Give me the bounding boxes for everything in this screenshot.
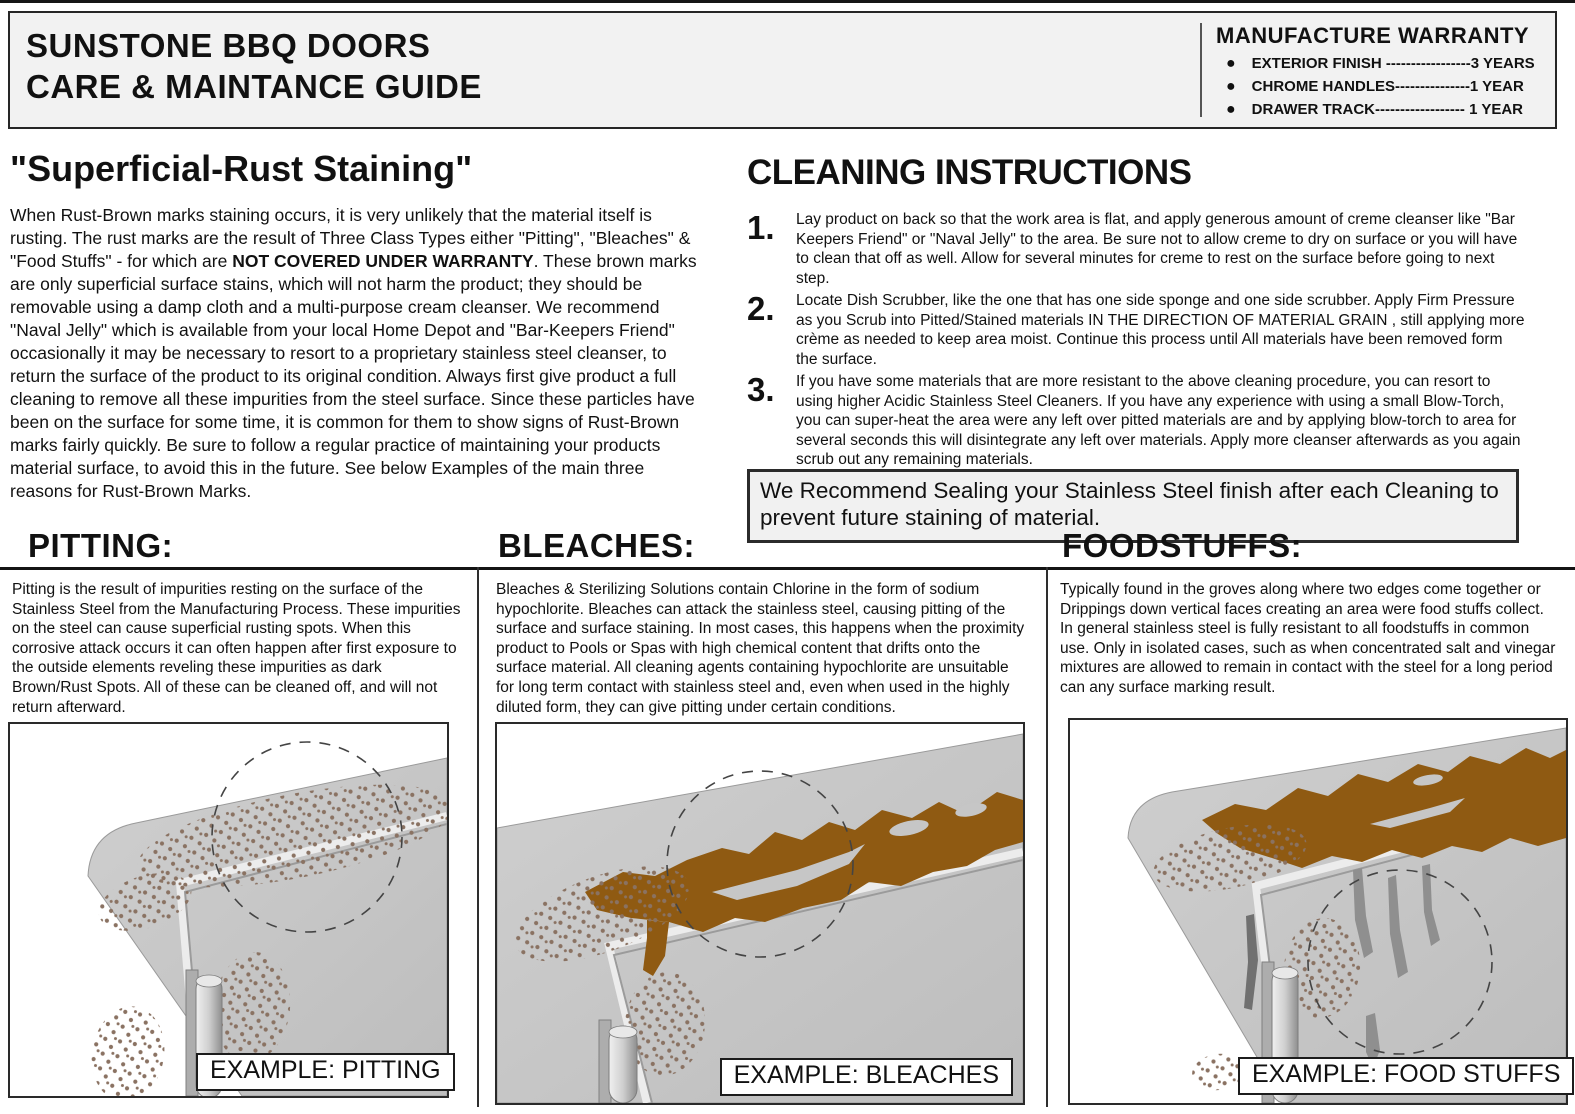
bleaches-illustration-drawing xyxy=(497,724,1023,1103)
header xyxy=(8,11,1557,129)
section-heading-pitting: PITTING: xyxy=(28,527,174,564)
rust-staining-heading: "Superficial-Rust Staining" xyxy=(10,148,473,189)
page-title xyxy=(26,25,482,107)
warranty-item xyxy=(1226,52,1561,75)
cleaning-instructions-heading: CLEANING INSTRUCTIONS xyxy=(747,153,1192,192)
warranty-panel xyxy=(1200,23,1561,117)
rust-staining-text: When Rust-Brown marks staining occurs, it is very unlikely that the material itself is rusting. The rust marks are the result of Three Class Types either "Pitting", "Bleaches" & "Food Stuffs" - for which are xyxy=(10,205,691,271)
rust-staining-text: . These brown marks are only superficial surface stains, which will not harm the product; they should be removable using a damp cloth and a multi-purpose cream cleanser. We recommend "Naval Jelly" which is available from your local Home Depot and "Bar-Keepers Friend" occasionally it may be necessary to resort to a proprietary stainless steel cleanser, to return the surface of the product to its original condition. Always first give product a full cleaning to remove all these impurities from the steel surface. Since these particles have been on the surface for some time, it is common for them to show signs of Rust-Brown marks fairly quickly. Be sure to follow a regular practice of maintaining your products material surface, to avoid this in the future. See below Examples of the main three reasons for Rust-Brown Marks. xyxy=(10,251,697,501)
rust-staining-bold-text: NOT COVERED UNDER WARRANTY xyxy=(232,251,534,271)
step-number: 2. xyxy=(747,290,775,327)
foodstuffs-paragraph: Typically found in the groves along where two edges come together or Drippings down vertical faces creating an area were food stuffs collect. In general stainless steel is fully resistant to all foodstuffs in common use. Only in isolated cases, such as when concentrated salt and vinegar mixtures are allowed to remain in contact with the steel for a long period can any surface marking result. xyxy=(1060,581,1556,696)
bullet-icon: ● xyxy=(1226,55,1236,72)
page-title-line1: SUNSTONE BBQ DOORS xyxy=(26,27,431,64)
step-number: 1. xyxy=(747,209,775,246)
pitting-illustration xyxy=(8,722,449,1098)
section-heading-foodstuffs: FOODSTUFFS: xyxy=(1062,527,1303,564)
warranty-item-text: CHROME HANDLES---------------1 YEAR xyxy=(1251,78,1524,95)
bullet-icon: ● xyxy=(1226,101,1236,118)
warranty-item-text: DRAWER TRACK------------------ 1 YEAR xyxy=(1251,101,1523,118)
step-text: If you have some materials that are more resistant to the above cleaning procedure, you can resort to using higher Acidic Stainless Steel Cleaners. If you have any experience with using a small Blow-Torch, you can super-heat the area were any left over pitted materials are and by applying blow-torch to area for several seconds this will disintegrate any left over materials. Apply more cleanser afterwards as you again scrub out any remaining materials. xyxy=(796,373,1521,468)
bleaches-illustration xyxy=(495,722,1025,1105)
example-label-foodstuffs: EXAMPLE: FOOD STUFFS xyxy=(1238,1057,1574,1095)
example-label-bleaches: EXAMPLE: BLEACHES xyxy=(720,1058,1013,1096)
warranty-item xyxy=(1226,75,1561,98)
warranty-item xyxy=(1226,98,1561,121)
cleaning-step-3 xyxy=(747,372,1525,470)
section-heading-bleaches: BLEACHES: xyxy=(498,527,696,564)
section-underline xyxy=(0,567,1575,570)
pitting-paragraph: Pitting is the result of impurities resting on the surface of the Stainless Steel from the Manufacturing Process. These impurities on the steel can cause superficial rusting spots. When this corrosive attack occurs it can often happen after first exposure to the outside elements reveling these impurities as dark Brown/Rust Spots. All of these can be cleaned off, and will not return afterward. xyxy=(12,581,461,716)
sealing-recommendation-box: We Recommend Sealing your Stainless Steel finish after each Cleaning to prevent future staining of material. xyxy=(747,469,1519,543)
example-label-pitting: EXAMPLE: PITTING xyxy=(196,1053,455,1091)
warranty-title: MANUFACTURE WARRANTY xyxy=(1216,23,1530,48)
step-text: Lay product on back so that the work area is flat, and apply generous amount of creme cleanser like "Bar Keepers Friend" or "Naval Jelly" to the area. Be sure not to allow creme to dry on surface or you will have to clean that off as well. Allow for several minutes for creme to rest on the surface before going to next step. xyxy=(796,211,1518,287)
page-title-line2: CARE & MAINTANCE GUIDE xyxy=(26,68,482,105)
column-divider xyxy=(477,567,479,1107)
warranty-item-text: EXTERIOR FINISH -----------------3 YEARS xyxy=(1251,55,1535,72)
cleaning-step-2 xyxy=(747,291,1525,369)
step-text: Locate Dish Scrubber, like the one that has one side sponge and one side scrubber. Apply Firm Pressure as you Scrub into Pitted/Stained materials IN THE DIRECTION OF MATERIAL GRAIN , still applying more crème as needed to keep area moist. Continue this process until All materials have been removed form the surface. xyxy=(796,292,1525,368)
cleaning-step-1 xyxy=(747,210,1525,288)
foodstuffs-illustration-drawing xyxy=(1070,720,1566,1103)
foodstuffs-illustration xyxy=(1068,718,1568,1105)
rust-staining-paragraph xyxy=(10,204,710,503)
step-number: 3. xyxy=(747,371,775,408)
top-divider xyxy=(0,0,1575,3)
column-divider xyxy=(1046,567,1048,1107)
bleaches-paragraph: Bleaches & Sterilizing Solutions contain Chlorine in the form of sodium hypochlorite. Bleaches can attack the stainless steel, causing pitting of the surface and surface staining. In most cases, this happens when the proximity product to Pools or Spas with high chemical content that drifts onto the surface material. All cleaning agents containing hypochlorite are unsuitable for long term contact with stainless steel and, even when used in the highly diluted form, they can give pitting under certain conditions. xyxy=(496,581,1025,716)
pitting-illustration-drawing xyxy=(10,724,447,1096)
warranty-list xyxy=(1226,52,1561,121)
bullet-icon: ● xyxy=(1226,78,1236,95)
